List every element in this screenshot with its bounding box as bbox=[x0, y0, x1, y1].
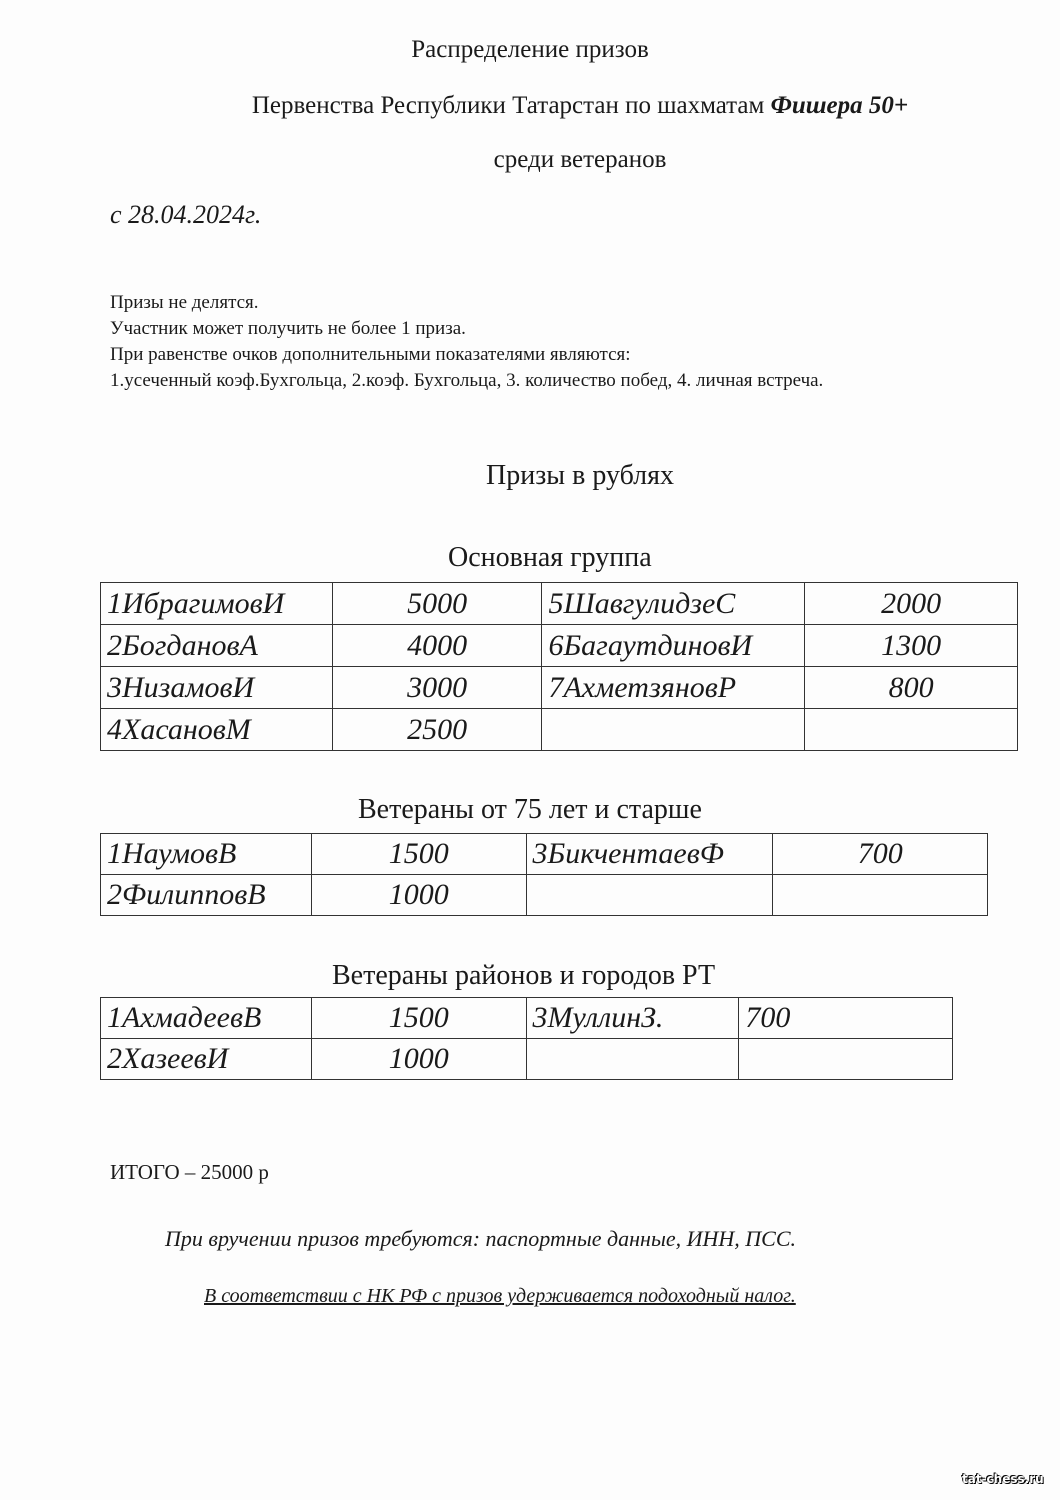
table-row bbox=[101, 625, 1018, 667]
prize-table-districts bbox=[100, 997, 953, 1080]
prize-amount-cell: 2000 bbox=[805, 583, 1018, 625]
documents-note: При вручении призов требуются: паспортные данные, ИНН, ПСС. bbox=[165, 1226, 797, 1251]
player-name-cell: 7АхметзяновР bbox=[542, 667, 805, 709]
prize-amount-cell: 3000 bbox=[332, 667, 542, 709]
table-row bbox=[101, 709, 1018, 751]
prize-amount-cell bbox=[773, 875, 988, 916]
table-row bbox=[101, 875, 988, 916]
prize-amount-cell: 800 bbox=[805, 667, 1018, 709]
player-name-cell: 2ХазеевИ bbox=[101, 1039, 312, 1080]
prizes-title: Призы в рублях bbox=[486, 460, 674, 491]
document-subtitle bbox=[100, 92, 1060, 120]
player-name-cell: 3МуллинЗ. bbox=[526, 998, 739, 1039]
section-title: Ветераны районов и городов РТ bbox=[332, 960, 716, 991]
subtitle-bold: Фишера 50+ bbox=[770, 92, 909, 119]
player-name-cell bbox=[526, 1039, 739, 1080]
prize-amount-cell: 700 bbox=[773, 834, 988, 875]
prize-amount-cell: 2500 bbox=[332, 709, 542, 751]
table-row bbox=[101, 583, 1018, 625]
prize-table-75plus bbox=[100, 833, 988, 916]
prize-amount-cell bbox=[739, 1039, 953, 1080]
player-name-cell: 2ФилипповВ bbox=[101, 875, 312, 916]
player-name-cell: 6БагаутдиновИ bbox=[542, 625, 805, 667]
prize-amount-cell: 1000 bbox=[311, 1039, 526, 1080]
prize-amount-cell: 4000 bbox=[332, 625, 542, 667]
rule-line: Призы не делятся. bbox=[110, 292, 259, 313]
prize-amount-cell: 1500 bbox=[311, 834, 526, 875]
player-name-cell: 3БикчентаевФ bbox=[526, 834, 773, 875]
prize-table-main bbox=[100, 582, 1018, 751]
player-name-cell: 3НизамовИ bbox=[101, 667, 333, 709]
tax-note: В соответствии с НК РФ с призов удерживается подоходный налог. bbox=[204, 1285, 796, 1307]
rule-line: 1.усеченный коэф.Бухгольца, 2.коэф. Бухгольца, 3. количество побед, 4. личная встреча. bbox=[110, 370, 824, 391]
player-name-cell: 2БогдановА bbox=[101, 625, 333, 667]
table-row bbox=[101, 998, 953, 1039]
table-row bbox=[101, 667, 1018, 709]
prize-amount-cell: 5000 bbox=[332, 583, 542, 625]
table-row bbox=[101, 1039, 953, 1080]
document-subtitle-line3: среди ветеранов bbox=[493, 146, 667, 173]
rule-line: При равенстве очков дополнительными показателями являются: bbox=[110, 344, 631, 365]
subtitle-text: Первенства Республики Татарстан по шахматам bbox=[251, 92, 771, 119]
prize-amount-cell: 1300 bbox=[805, 625, 1018, 667]
player-name-cell: 5ШавгулидзеС bbox=[542, 583, 805, 625]
player-name-cell: 1НаумовВ bbox=[101, 834, 312, 875]
watermark: tat-chess.ru bbox=[962, 1472, 1044, 1486]
player-name-cell: 1ИбрагимовИ bbox=[101, 583, 333, 625]
total: ИТОГО – 25000 р bbox=[110, 1160, 269, 1184]
prize-amount-cell: 700 bbox=[739, 998, 953, 1039]
document-title: Распределение призов bbox=[411, 36, 649, 63]
prize-amount-cell: 1500 bbox=[311, 998, 526, 1039]
rules bbox=[110, 290, 990, 394]
rule-line: Участник может получить не более 1 приза. bbox=[110, 318, 466, 339]
prize-amount-cell: 1000 bbox=[311, 875, 526, 916]
section-title: Ветераны от 75 лет и старше bbox=[358, 794, 702, 825]
section-title: Основная группа bbox=[448, 542, 652, 573]
table-row bbox=[101, 834, 988, 875]
player-name-cell: 4ХасановМ bbox=[101, 709, 333, 751]
player-name-cell: 1АхмадеевВ bbox=[101, 998, 312, 1039]
date: с 28.04.2024г. bbox=[110, 200, 262, 229]
prize-amount-cell bbox=[805, 709, 1018, 751]
player-name-cell bbox=[526, 875, 773, 916]
player-name-cell bbox=[542, 709, 805, 751]
